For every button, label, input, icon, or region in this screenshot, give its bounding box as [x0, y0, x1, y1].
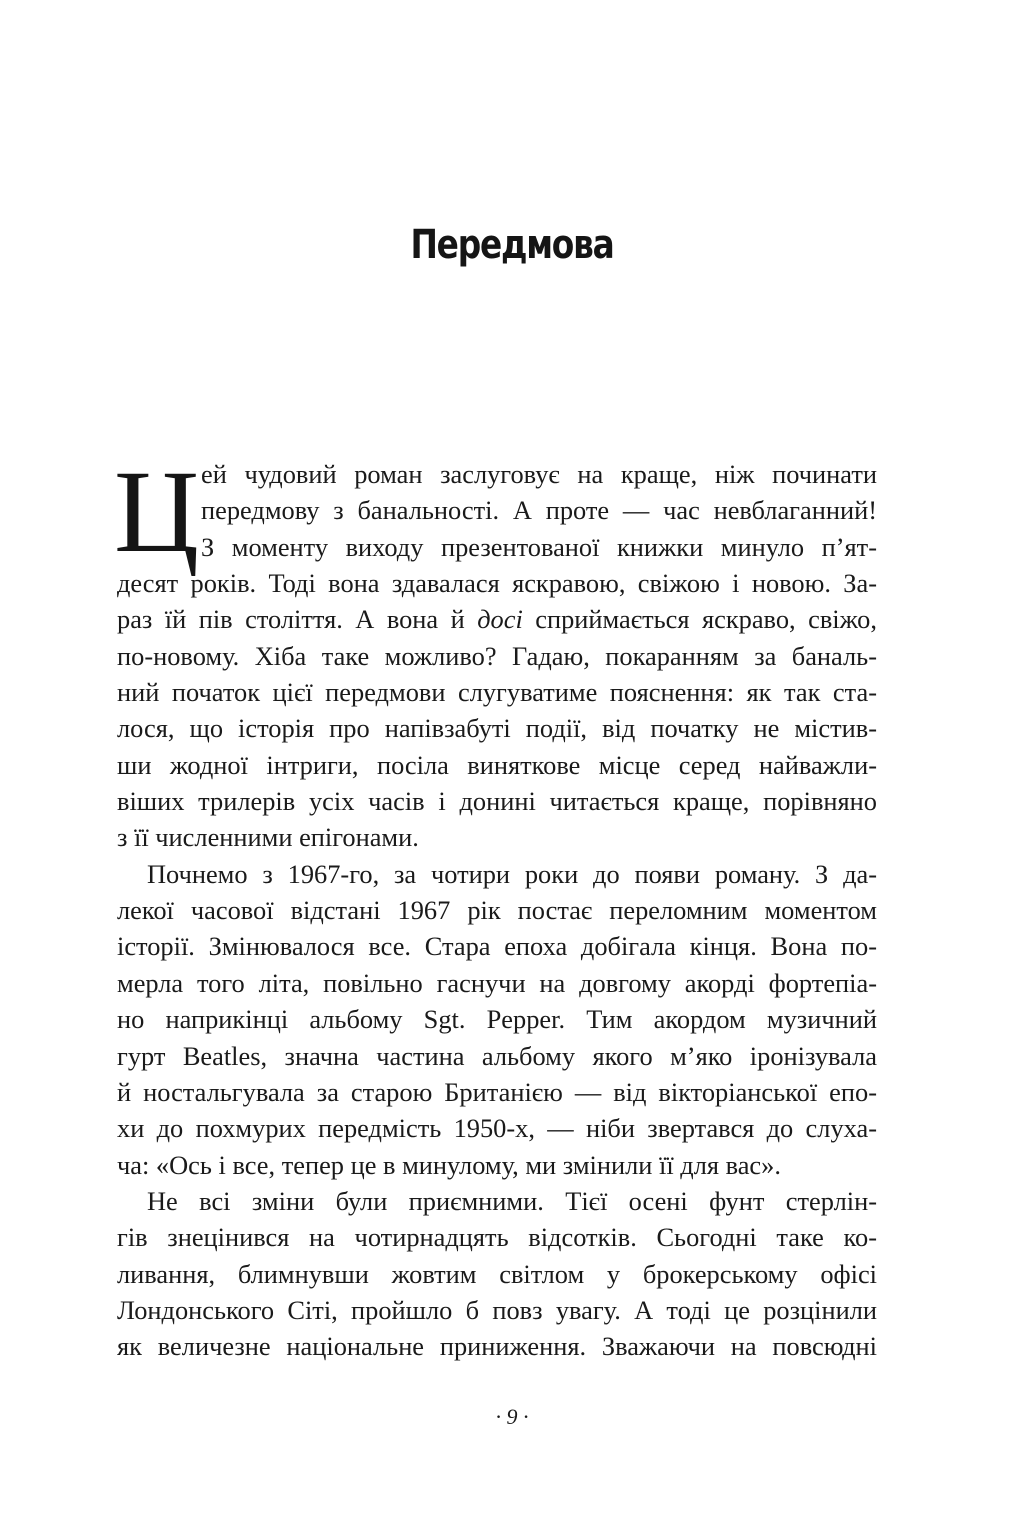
- text-line: Лондонського Сіті, пройшло б повз увагу. А тоді це розцінили: [117, 1294, 877, 1325]
- text-line: ний початок цієї передмови слугуватиме пояснення: як так ста-: [117, 677, 877, 708]
- text-line: Не всі зміни були приємними. Тієї осені фунт стерлін-: [147, 1185, 877, 1216]
- text-line: но наприкінці альбому Sgt. Pepper. Тим акордом музичний: [117, 1004, 877, 1035]
- text-segment: раз їй пів століття. А вона й: [117, 604, 478, 635]
- text-line: ши жодної інтриги, посіла виняткове місце серед найважли-: [117, 749, 877, 780]
- text-line: ливання, блимнувши жовтим світлом у брокерському офісі: [117, 1258, 877, 1289]
- text-line: Почнемо з 1967-го, за чотири роки до появи роману. З да-: [147, 858, 877, 889]
- text-line: як величезне національне приниження. Зважаючи на повсюдні: [117, 1331, 877, 1362]
- drop-cap-letter: Ц: [114, 446, 200, 577]
- text-line: передмову з банальності. А проте — час невблаганний!: [201, 495, 877, 526]
- text-line: з її численними епігонами.: [117, 822, 419, 853]
- text-line: [117, 601, 877, 637]
- text-line: ей чудовий роман заслуговує на краще, ніж починати: [201, 459, 877, 489]
- text-line: ча: «Ось і все, тепер це в минулому, ми змінили її для вас».: [117, 1149, 781, 1180]
- text-line: лося, що історія про напівзабуті події, від початку не містив-: [117, 713, 877, 744]
- text-line: й ностальгувала за старою Британією — від вікторіанської епо-: [117, 1076, 877, 1107]
- text-line: десят років. Тоді вона здавалася яскравою, свіжою і новою. За-: [117, 568, 877, 599]
- page-number: · 9 ·: [495, 1404, 529, 1429]
- text-line: хи до похмурих передмість 1950-х, — ніби звертався до слуха-: [117, 1113, 877, 1144]
- italic-word: досі: [477, 604, 523, 635]
- text-line: мерла того літа, повільно гаснучи на довгому акорді фортепіа-: [117, 967, 877, 998]
- text-line: гурт Beatles, значна частина альбому якого м’яко іронізувала: [117, 1040, 877, 1071]
- text-line: лекої часової відстані 1967 рік постає переломним моментом: [117, 895, 877, 926]
- text-line: З моменту виходу презентованої книжки минуло п’ят-: [201, 531, 877, 562]
- text-segment: сприймається яскраво, свіжо,: [522, 604, 877, 635]
- text-line: віших трилерів усіх часів і донині читається краще, порівняно: [117, 786, 877, 817]
- text-line: історії. Змінювалося все. Стара епоха добігала кінця. Вона по-: [117, 931, 877, 962]
- body-text: [117, 456, 877, 1365]
- text-line: по-новому. Хіба таке можливо? Гадаю, покаранням за баналь-: [117, 640, 877, 671]
- chapter-title: Передмова: [410, 222, 614, 268]
- text-line: гів знецінився на чотирнадцять відсотків. Сьогодні таке ко-: [117, 1222, 877, 1253]
